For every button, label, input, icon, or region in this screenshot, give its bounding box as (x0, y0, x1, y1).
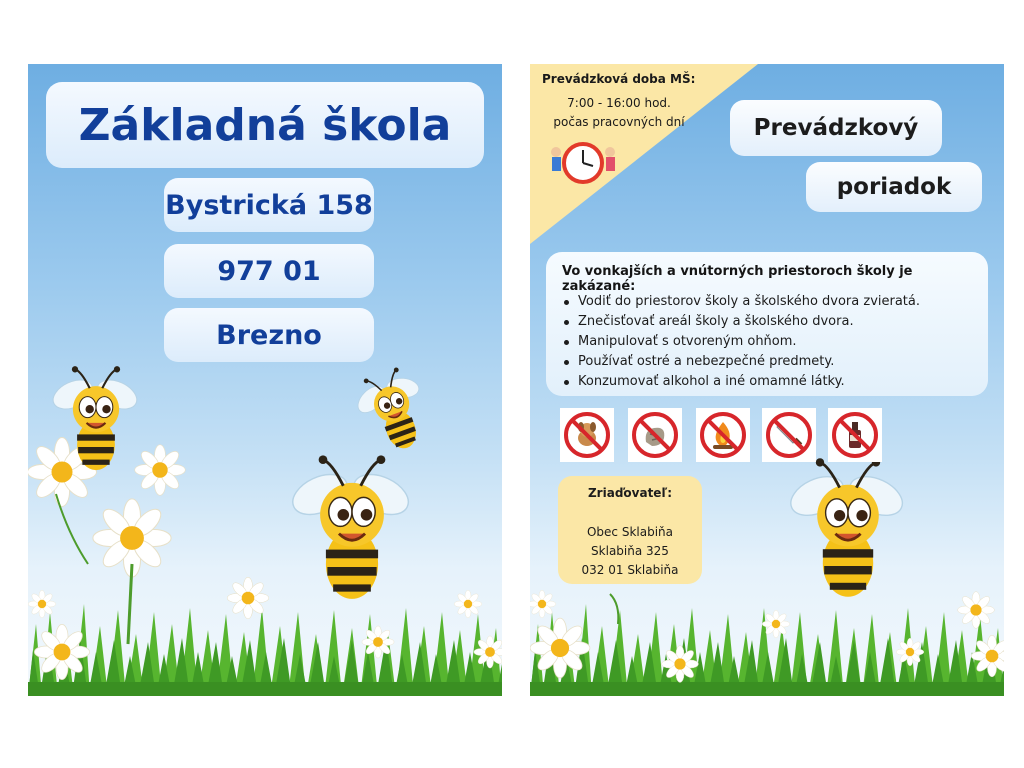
founder-name: Obec Sklabiňa (586, 525, 674, 539)
clock-icon (548, 138, 618, 188)
prohibitions-list (564, 292, 920, 392)
no-dogs-icon (560, 408, 614, 462)
list-item: Manipulovať s otvoreným ohňom. (564, 332, 920, 352)
no-fire-icon (696, 408, 750, 462)
founder-city: 032 01 Sklabiňa (581, 563, 679, 577)
address-zip: 977 01 (164, 244, 374, 298)
list-item: Vodiť do priestorov školy a školského dvora zvieratá. (564, 292, 920, 312)
bee-icon (286, 455, 414, 599)
page-title: Základná škola (46, 82, 484, 168)
founder-box (558, 476, 702, 584)
school-address-poster (28, 64, 502, 696)
no-alcohol-icon (828, 408, 882, 462)
address-street: Bystrická 158 (164, 178, 374, 232)
operating-rules-poster (530, 64, 1004, 696)
founder-street: Sklabiňa 325 (591, 544, 669, 558)
rules-title-line2: poriadok (806, 162, 982, 212)
list-item: Používať ostré a nebezpečné predmety. (564, 352, 920, 372)
prohibitions-box (546, 252, 988, 396)
no-littering-icon (628, 408, 682, 462)
bee-icon (346, 361, 440, 460)
list-item: Znečisťovať areál školy a školského dvora. (564, 312, 920, 332)
bee-icon (785, 458, 909, 597)
list-item: Konzumovať alkohol a iné omamné látky. (564, 372, 920, 392)
hours-days: počas pracovných dní (553, 115, 685, 129)
address-city: Brezno (164, 308, 374, 362)
rules-title-line1: Prevádzkový (730, 100, 942, 156)
no-knives-icon (762, 408, 816, 462)
hours-time: 7:00 - 16:00 hod. (567, 96, 671, 110)
prohibitions-heading: Vo vonkajších a vnútorných priestoroch školy je zakázané: (562, 264, 913, 294)
founder-title: Zriaďovateľ: (587, 486, 672, 500)
hours-title: Prevádzková doba MŠ: (542, 72, 696, 86)
